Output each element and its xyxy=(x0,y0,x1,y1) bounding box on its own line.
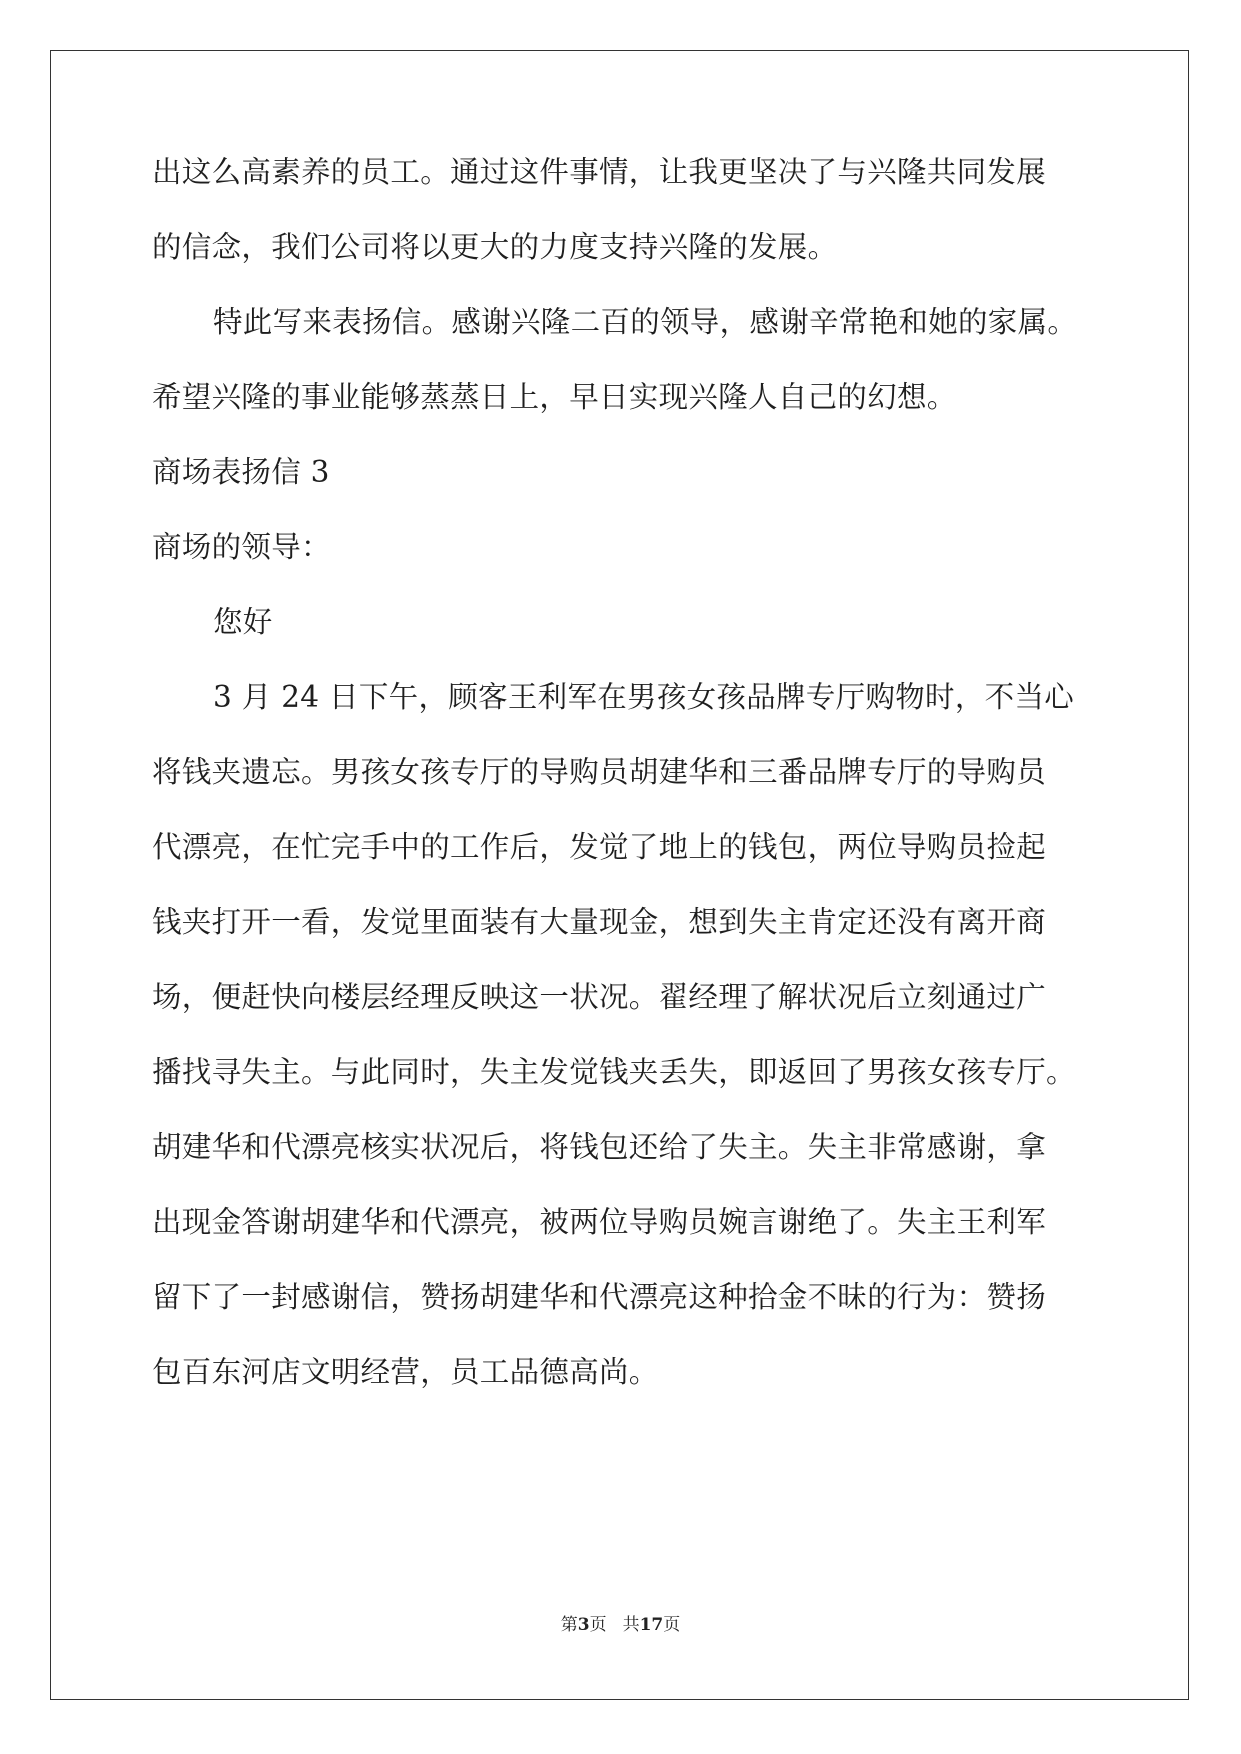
paragraph-start: 特此写来表扬信。感谢兴隆二百的领导，感谢辛常艳和她的家属。 xyxy=(213,305,1078,339)
total-pages: 17 xyxy=(639,1615,664,1635)
page-footer xyxy=(0,1614,1241,1636)
page-suffix: 页 xyxy=(589,1615,607,1635)
page-prefix: 第 xyxy=(560,1615,578,1635)
text-line: 出现金答谢胡建华和代漂亮，被两位导购员婉言谢绝了。失主王利军 xyxy=(152,1205,1047,1239)
total-prefix: 共 xyxy=(622,1615,640,1635)
greeting: 您好 xyxy=(213,605,273,639)
section-heading: 商场表扬信 3 xyxy=(152,455,330,489)
paragraph-start: 3 月 24 日下午，顾客王利军在男孩女孩品牌专厅购物时，不当心 xyxy=(213,680,1075,714)
page-border xyxy=(50,50,1189,1700)
text-line: 代漂亮，在忙完手中的工作后，发觉了地上的钱包，两位导购员捡起 xyxy=(152,830,1047,864)
total-suffix: 页 xyxy=(663,1615,681,1635)
text-line: 场，便赶快向楼层经理反映这一状况。翟经理了解状况后立刻通过广 xyxy=(152,980,1047,1014)
text-line: 将钱夹遗忘。男孩女孩专厅的导购员胡建华和三番品牌专厅的导购员 xyxy=(152,755,1047,789)
salutation: 商场的领导： xyxy=(152,530,331,564)
text-line: 播找寻失主。与此同时，失主发觉钱夹丢失，即返回了男孩女孩专厅。 xyxy=(152,1055,1076,1089)
text-line: 胡建华和代漂亮核实状况后，将钱包还给了失主。失主非常感谢，拿 xyxy=(152,1130,1047,1164)
page-number: 3 xyxy=(577,1615,590,1635)
text-line: 包百东河店文明经营，员工品德高尚。 xyxy=(152,1355,659,1389)
text-line: 的信念，我们公司将以更大的力度支持兴隆的发展。 xyxy=(152,230,838,264)
text-line: 希望兴隆的事业能够蒸蒸日上，早日实现兴隆人自己的幻想。 xyxy=(152,380,957,414)
text-line: 出这么高素养的员工。通过这件事情，让我更坚决了与兴隆共同发展 xyxy=(152,155,1047,189)
text-line: 钱夹打开一看，发觉里面装有大量现金，想到失主肯定还没有离开商 xyxy=(152,905,1047,939)
text-line: 留下了一封感谢信，赞扬胡建华和代漂亮这种拾金不昧的行为：赞扬 xyxy=(152,1280,1047,1314)
